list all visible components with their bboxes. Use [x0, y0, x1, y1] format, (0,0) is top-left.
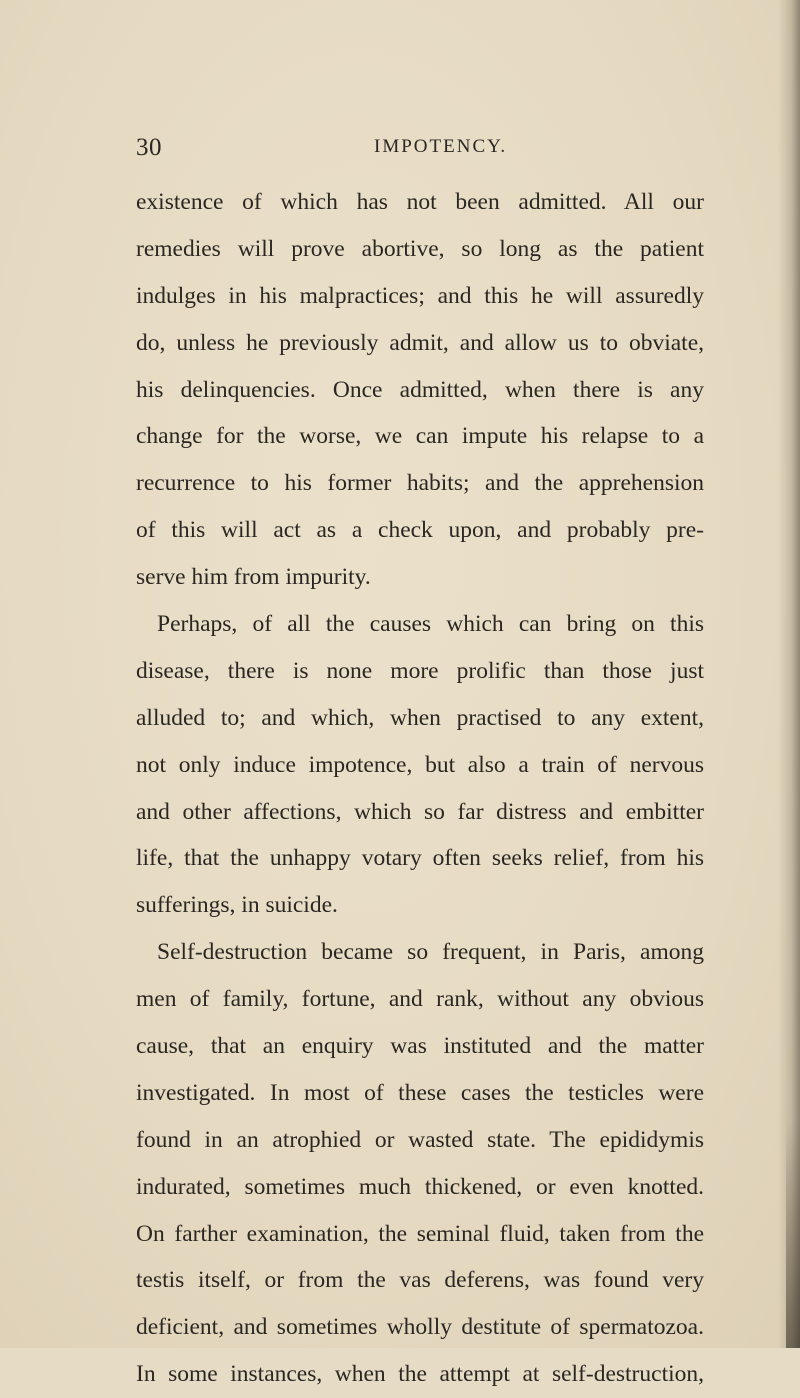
text-line: In some instances, when the attempt at self-destruction,	[136, 1361, 704, 1388]
page-header	[136, 134, 704, 168]
text-line: sufferings, in suicide.	[136, 892, 338, 919]
text-line: life, that the unhappy votary often seeks relief, from his	[136, 845, 704, 872]
text-line: cause, that an enquiry was instituted and the matter	[136, 1033, 704, 1060]
text-line: existence of which has not been admitted. All our	[136, 189, 704, 215]
body-text	[136, 179, 704, 1398]
paragraph-start-line: Perhaps, of all the causes which can bring on this	[157, 611, 704, 638]
text-line: On farther examination, the seminal fluid, taken from the	[136, 1220, 704, 1247]
text-line: disease, there is none more prolific than those just	[136, 657, 704, 684]
text-line: investigated. In most of these cases the testicles were	[136, 1079, 704, 1106]
text-line: not only induce impotence, but also a train of nervous	[136, 751, 704, 778]
page-corner-shadow	[786, 1120, 800, 1348]
text-line: of this will act as a check upon, and probably pre-	[136, 517, 704, 544]
text-line: alluded to; and which, when practised to any extent,	[136, 704, 704, 731]
text-line: indulges in his malpractices; and this he will assuredly	[136, 282, 704, 309]
text-line: remedies will prove abortive, so long as the patient	[136, 235, 704, 262]
text-line: found in an atrophied or wasted state. The epididymis	[136, 1126, 704, 1153]
text-line: testis itself, or from the vas deferens, was found very	[136, 1267, 704, 1294]
text-line: recurrence to his former habits; and the apprehension	[136, 470, 704, 497]
paragraph-start-line: Self-destruction became so frequent, in Paris, among	[157, 939, 704, 966]
text-line: indurated, sometimes much thickened, or even knotted.	[136, 1173, 704, 1200]
text-line: serve him from impurity.	[136, 564, 371, 591]
text-line: and other affections, which so far distress and embitter	[136, 798, 704, 825]
text-line: change for the worse, we can impute his relapse to a	[136, 423, 704, 450]
text-line: deficient, and sometimes wholly destitute of spermatozoa.	[136, 1314, 704, 1341]
page-number: 30	[136, 134, 162, 161]
text-line: men of family, fortune, and rank, without any obvious	[136, 986, 704, 1013]
running-head: IMPOTENCY.	[374, 136, 508, 157]
text-line: do, unless he previously admit, and allow us to obviate,	[136, 329, 704, 356]
text-line: his delinquencies. Once admitted, when there is any	[136, 376, 704, 403]
